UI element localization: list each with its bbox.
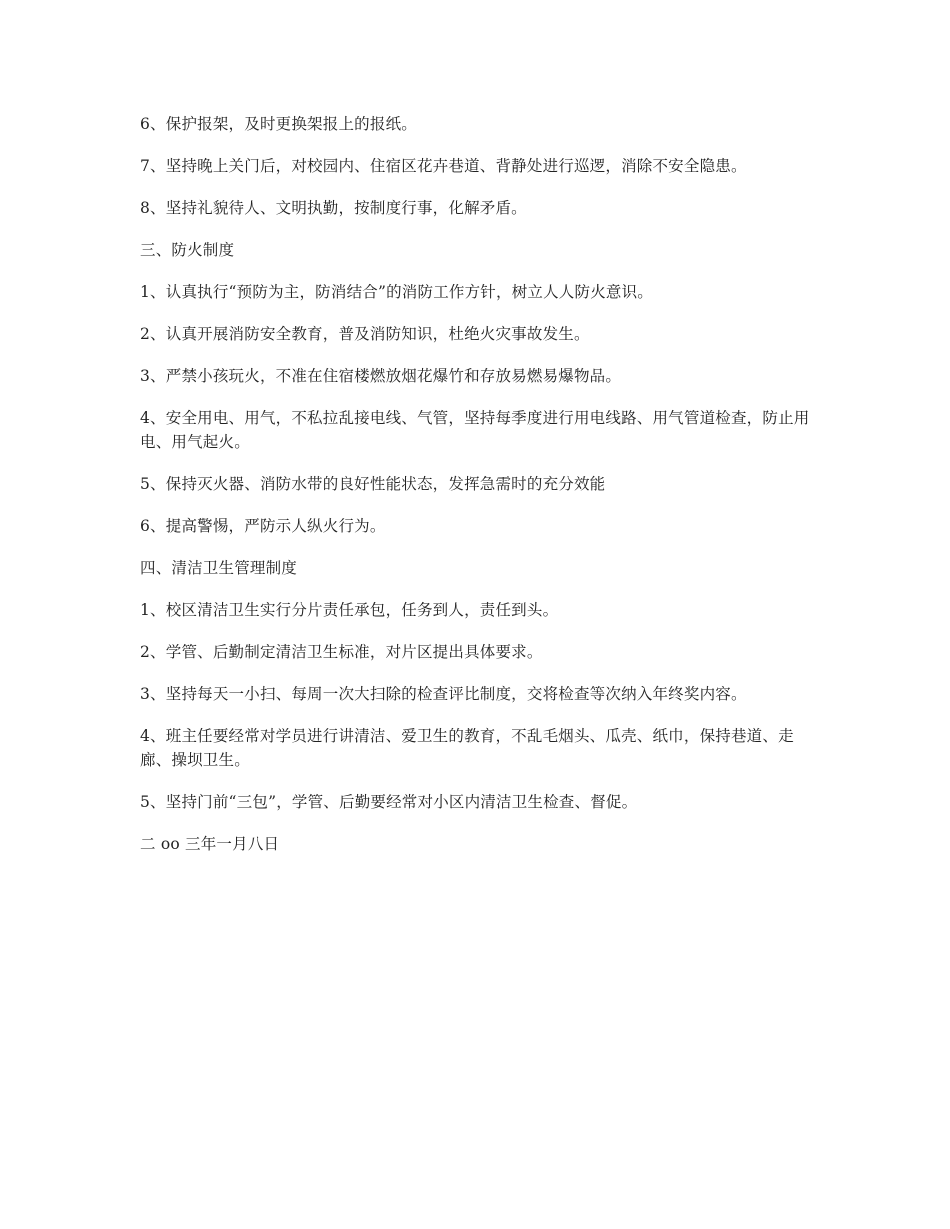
paragraph-fire-3: 3、严禁小孩玩火，不准在住宿楼燃放烟花爆竹和存放易燃易爆物品。: [140, 367, 622, 385]
paragraph-fire-2: 2、认真开展消防安全教育，普及消防知识，杜绝火灾事故发生。: [140, 325, 590, 343]
paragraph-cleaning-5: 5、坚持门前“三包”，学管、后勤要经常对小区内清洁卫生检查、督促。: [140, 793, 638, 811]
paragraph-fire-1: 1、认真执行“预防为主，防消结合”的消防工作方针，树立人人防火意识。: [140, 283, 654, 301]
section-heading-cleaning: 四、清洁卫生管理制度: [140, 559, 298, 577]
paragraph-fire-5: 5、保持灭火器、消防水带的良好性能状态，发挥急需时的充分效能: [140, 475, 606, 493]
paragraph-cleaning-4: 4、班主任要经常对学员进行讲清洁、爱卫生的教育，不乱毛烟头、瓜壳、纸巾，保持巷道、走廊、操坝卫生。: [140, 727, 794, 769]
document-date: 二 oo 三年一月八日: [140, 835, 280, 853]
paragraph-guard-6: 6、保护报架，及时更换架报上的报纸。: [140, 115, 417, 133]
paragraph-cleaning-2: 2、学管、后勤制定清洁卫生标准，对片区提出具体要求。: [140, 643, 543, 661]
document-page: [140, 112, 815, 874]
paragraph-fire-4: 4、安全用电、用气，不私拉乱接电线、气管，坚持每季度进行用电线路、用气管道检查，防止用电、用气起火。: [140, 409, 810, 451]
paragraph-fire-6: 6、提高警惕，严防示人纵火行为。: [140, 517, 386, 535]
paragraph-cleaning-1: 1、校区清洁卫生实行分片责任承包，任务到人，责任到头。: [140, 601, 559, 619]
paragraph-guard-8: 8、坚持礼貌待人、文明执勤，按制度行事，化解矛盾。: [140, 199, 527, 217]
paragraph-cleaning-3: 3、坚持每天一小扫、每周一次大扫除的检查评比制度，交将检查等次纳入年终奖内容。: [140, 685, 747, 703]
section-heading-fire: 三、防火制度: [140, 241, 235, 259]
paragraph-guard-7: 7、坚持晚上关门后，对校园内、住宿区花卉巷道、背静处进行巡逻，消除不安全隐患。: [140, 157, 747, 175]
